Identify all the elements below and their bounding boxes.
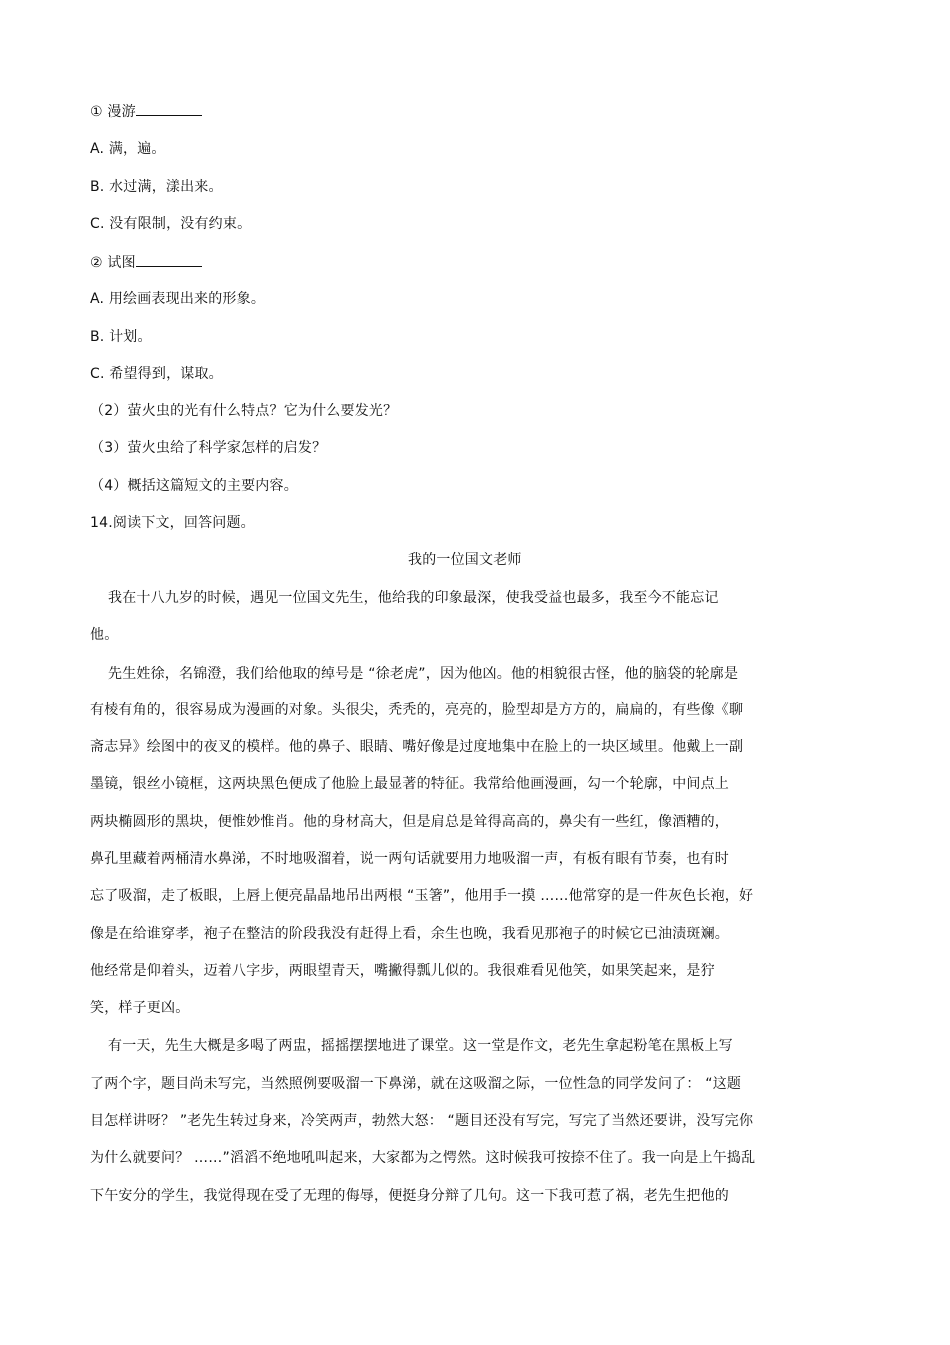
question-14-prompt: 14.阅读下文，回答问题。 [90, 515, 255, 531]
answer-blank-2[interactable] [136, 252, 202, 267]
passage-line: 他经常是仰着头，迈着八字步，两眼望青天，嘴撇得瓢儿似的。我很难看见他笑，如果笑起来，是狞 [90, 963, 715, 979]
sub-question-2: （2）萤火虫的光有什么特点？它为什么要发光？ [90, 403, 398, 419]
passage-line: 先生姓徐，名锦澄，我们给他取的绰号是 “徐老虎”，因为他凶。他的相貌很古怪，他的脑袋的轮廓是 [108, 666, 739, 682]
passage-line: 有棱有角的，很容易成为漫画的对象。头很尖，秃秃的，亮亮的，脸型却是方方的，扁扁的，有些像《聊 [90, 702, 744, 718]
passage-line: 了两个字，题目尚未写完，当然照例要吸溜一下鼻涕，就在这吸溜之际，一位性急的同学发问了： “这题 [90, 1076, 742, 1092]
passage-line: 两块椭圆形的黑块，便惟妙惟肖。他的身材高大，但是肩总是耸得高高的，鼻尖有一些红，像酒糟的， [90, 814, 729, 830]
passage-line: 忘了吸溜，走了板眼，上唇上便亮晶晶地吊出两根 “玉箸”，他用手一摸 ……他常穿的是一件灰色长袍，好 [90, 888, 754, 904]
passage-line: 鼻孔里藏着两桶清水鼻涕，不时地吸溜着，说一两句话就要用力地吸溜一声，有板有眼有节奏，也有时 [90, 851, 729, 867]
passage-line: 我在十八九岁的时候，遇见一位国文先生，他给我的印象最深，使我受益也最多，我至今不能忘记 [108, 590, 719, 606]
passage-line: 他。 [90, 627, 119, 643]
sub-question-3: （3）萤火虫给了科学家怎样的启发？ [90, 440, 327, 456]
passage-line: 下午安分的学生，我觉得现在受了无理的侮辱，便挺身分辩了几句。这一下我可惹了祸，老先生把他的 [90, 1188, 729, 1204]
passage-line: 斋志异》绘图中的夜叉的模样。他的鼻子、眼睛、嘴好像是过度地集中在脸上的一块区域里。他戴上一副 [90, 739, 744, 755]
option-2b: B. 计划。 [90, 329, 152, 345]
passage-title: 我的一位国文老师 [408, 552, 522, 568]
vocab-item-1 [90, 101, 202, 122]
passage-line: 墨镜，银丝小镜框，这两块黑色便成了他脸上最显著的特征。我常给他画漫画，勾一个轮廓，中间点上 [90, 776, 729, 792]
vocab-item-2-label: ② 试图 [90, 255, 136, 271]
option-2c: C. 希望得到，谋取。 [90, 366, 223, 382]
vocab-item-1-label: ① 漫游 [90, 104, 136, 120]
option-1a: A. 满，遍。 [90, 141, 166, 157]
vocab-item-2 [90, 252, 202, 273]
passage-line: 有一天，先生大概是多喝了两盅，摇摇摆摆地进了课堂。这一堂是作文，老先生拿起粉笔在黑板上写 [108, 1038, 733, 1054]
option-2a: A. 用绘画表现出来的形象。 [90, 291, 266, 307]
sub-question-4: （4）概括这篇短文的主要内容。 [90, 478, 298, 494]
answer-blank-1[interactable] [136, 101, 202, 116]
passage-line: 笑，样子更凶。 [90, 1000, 190, 1016]
option-1b: B. 水过满，漾出来。 [90, 179, 223, 195]
passage-line: 为什么就要问？ ……”滔滔不绝地吼叫起来，大家都为之愕然。这时候我可按捺不住了。我一向是上午捣乱 [90, 1150, 756, 1166]
option-1c: C. 没有限制，没有约束。 [90, 216, 252, 232]
passage-line: 目怎样讲呀？ ”老先生转过身来，冷笑两声，勃然大怒： “题目还没有写完，写完了当然还要讲，没写完你 [90, 1113, 754, 1129]
passage-line: 像是在给谁穿孝，袍子在整洁的阶段我没有赶得上看，余生也晚，我看见那袍子的时候它已油渍斑斓。 [90, 926, 729, 942]
